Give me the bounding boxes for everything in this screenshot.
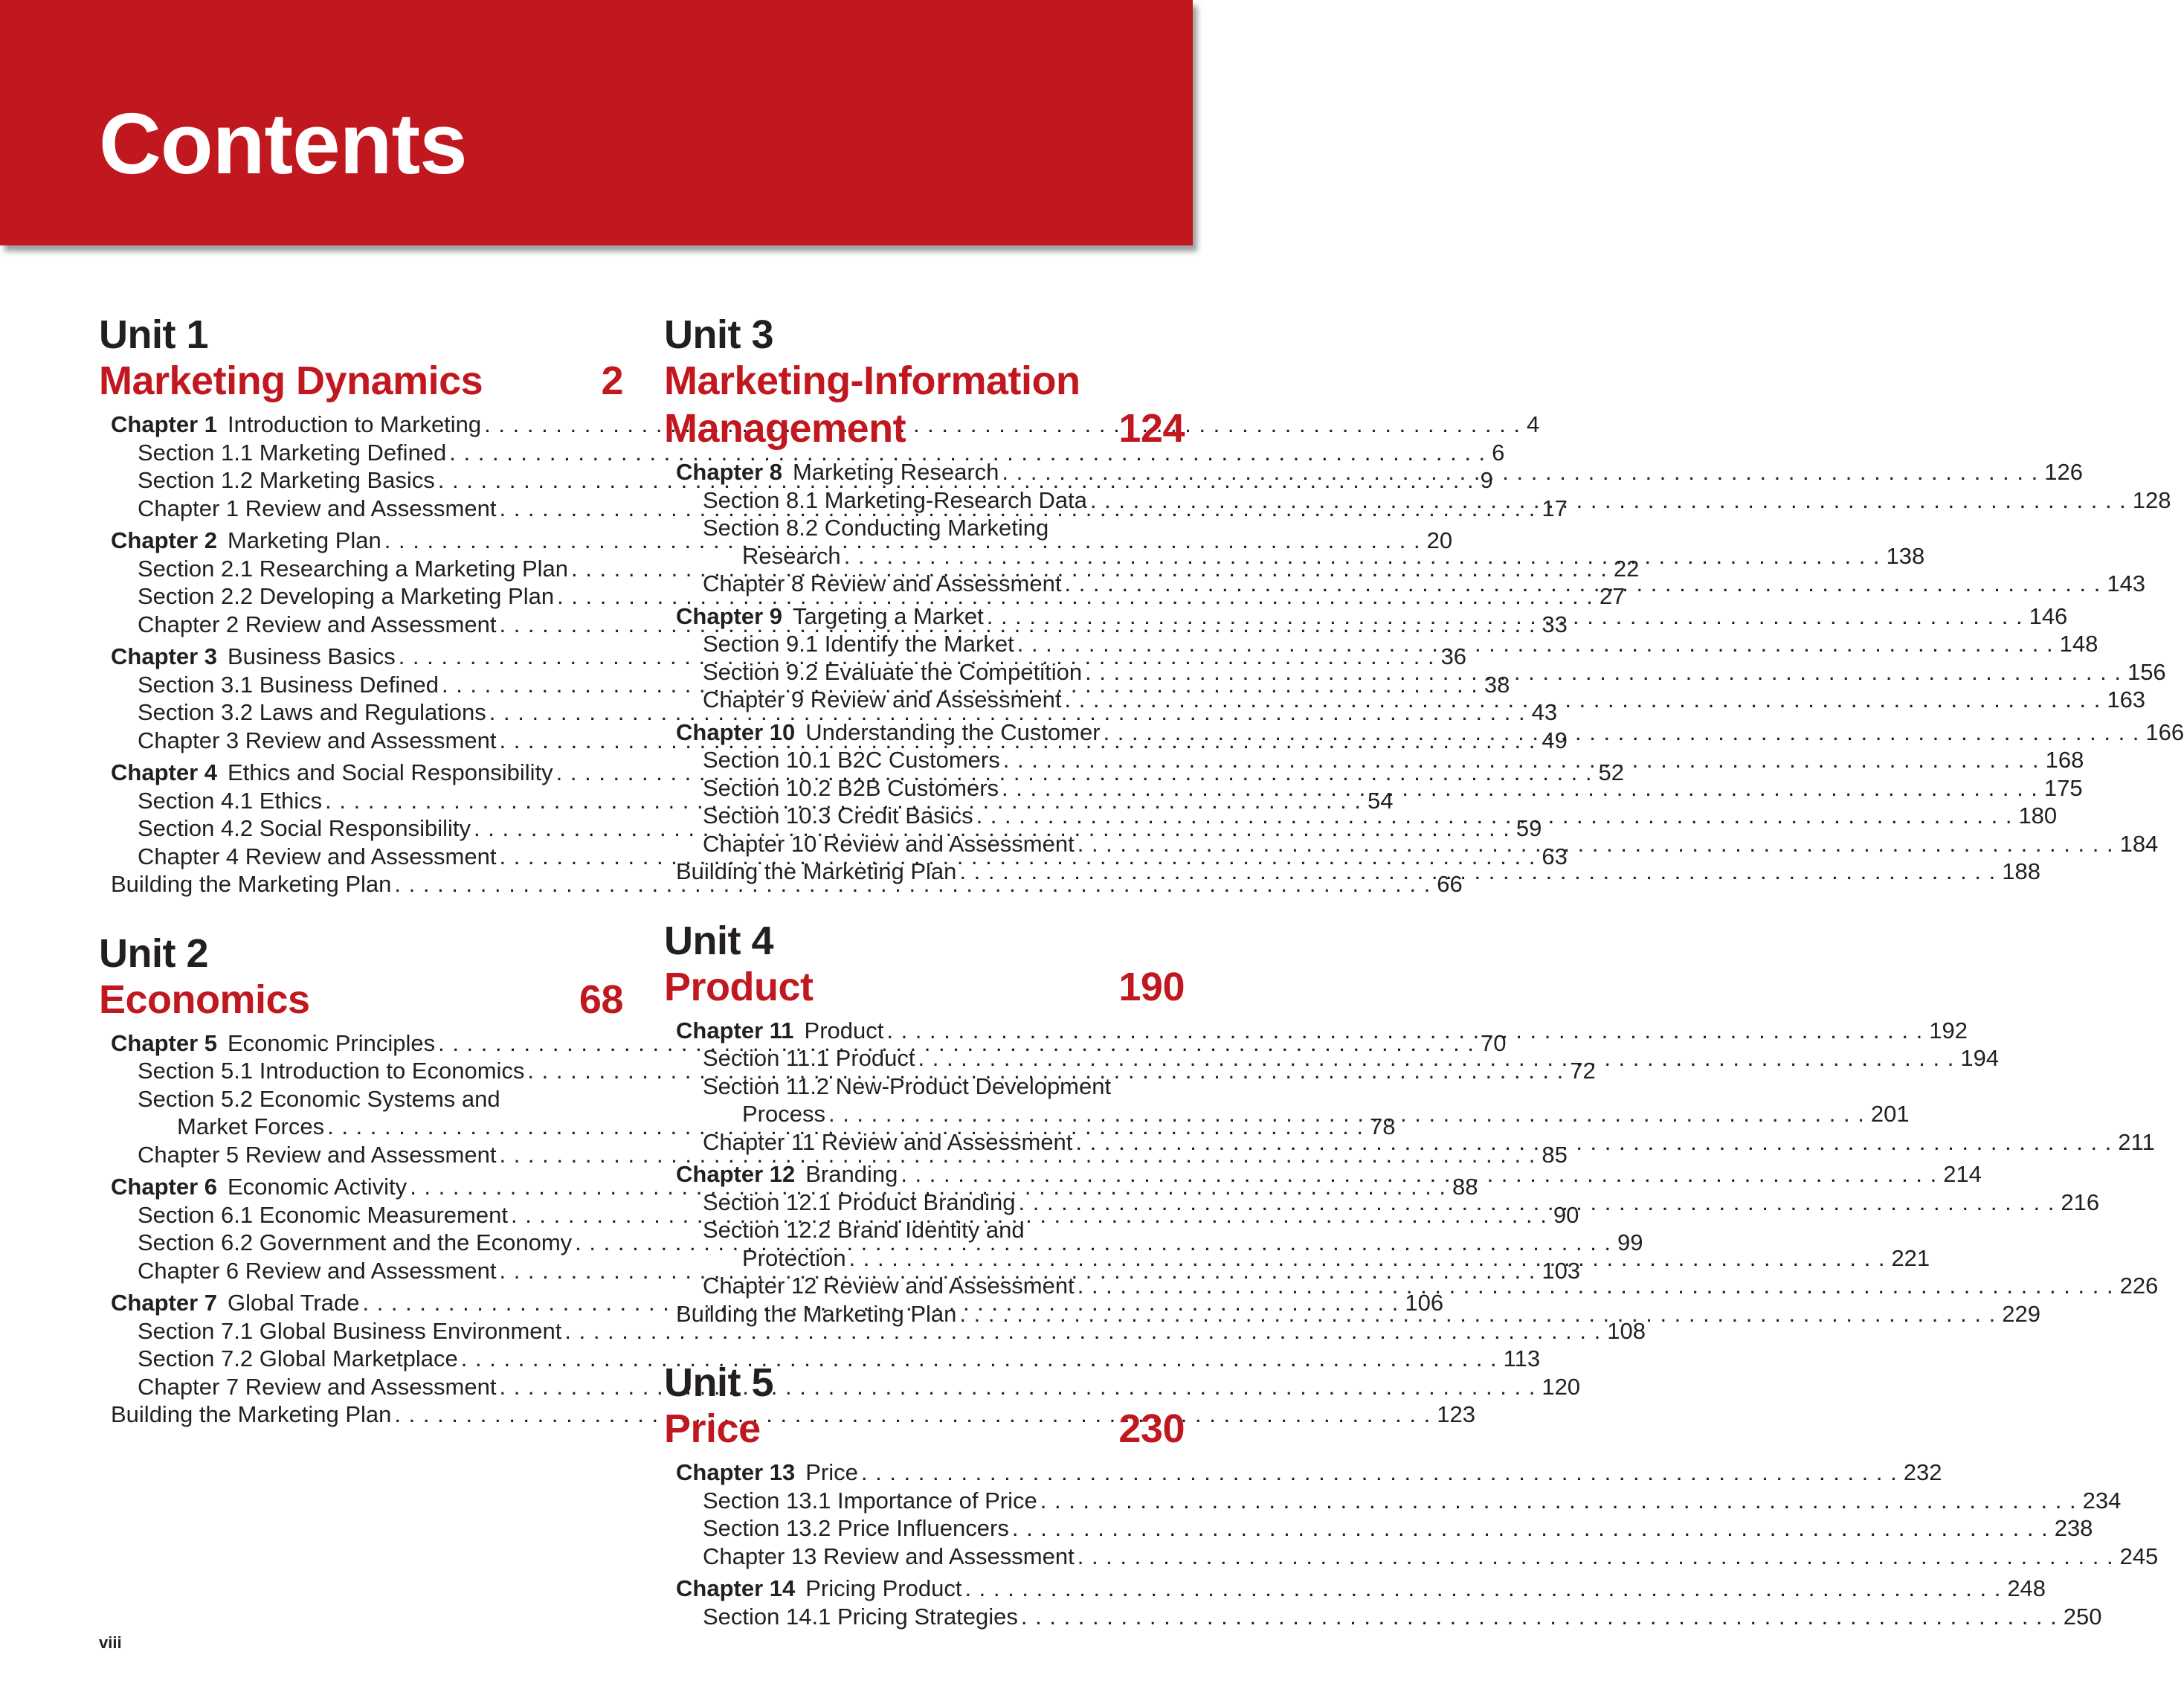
toc-page-number: 52 xyxy=(1598,759,1624,785)
toc-entry-label xyxy=(703,630,1014,658)
dot-leader xyxy=(999,774,2038,803)
dot-leader xyxy=(1075,1272,2114,1300)
toc-entry-label xyxy=(138,698,486,727)
unit-title-line: Management xyxy=(664,406,906,451)
toc-entry-text: Section 5.2 Economic Systems and xyxy=(138,1085,500,1112)
toc-entry-label xyxy=(703,1044,915,1072)
dot-leader xyxy=(1037,1487,2077,1515)
dot-leader xyxy=(961,1575,2001,1603)
chapter-number: Chapter 12 xyxy=(676,1161,796,1187)
toc-page-number: 166 xyxy=(2145,718,2184,745)
toc-page-number: 99 xyxy=(1617,1229,1643,1255)
toc-page-number: 128 xyxy=(2132,486,2171,513)
toc-section-entry[interactable] xyxy=(664,1603,2102,1631)
toc-page-number: 216 xyxy=(2061,1189,2100,1215)
dot-leader xyxy=(999,458,2038,486)
toc-entry-text: Chapter 11 Review and Assessment xyxy=(703,1128,1073,1155)
chapter-number: Chapter 2 xyxy=(111,527,217,553)
toc-entry-text: Chapter 12 Review and Assessment xyxy=(703,1273,1075,1299)
toc-entry-text: Chapter 1 Review and Assessment xyxy=(138,495,497,521)
chapter-number: Chapter 10 xyxy=(676,718,796,745)
toc-chapter-entry[interactable] xyxy=(664,1575,2046,1603)
toc-entry-label xyxy=(111,643,396,671)
toc-building-entry[interactable] xyxy=(99,870,1463,898)
toc-page-number: 85 xyxy=(1542,1141,1568,1168)
toc-entry-label xyxy=(703,486,1087,515)
toc-page-number: 103 xyxy=(1542,1257,1581,1284)
toc-page-number: 194 xyxy=(1960,1045,2000,1071)
toc-entry-label xyxy=(138,495,496,523)
toc-entry-label xyxy=(138,787,322,815)
toc-entry-text: Section 12.2 Brand Identity and xyxy=(703,1217,1025,1243)
toc-entry-text: Building the Marketing Plan xyxy=(111,1401,392,1427)
toc-page-number: 221 xyxy=(1891,1244,1930,1271)
dot-leader xyxy=(956,1300,1996,1328)
dot-leader xyxy=(1014,630,2054,658)
toc-entry-text: Building the Marketing Plan xyxy=(676,858,957,884)
toc-entry-label xyxy=(138,439,446,467)
toc-entry-label xyxy=(703,1514,1009,1543)
toc-page-number: 126 xyxy=(2044,459,2083,485)
unit-title-lines xyxy=(664,357,1080,452)
toc-entry-label xyxy=(111,1400,391,1429)
toc-page-number: 232 xyxy=(1903,1459,1942,1485)
toc-entry-label xyxy=(703,658,1082,686)
toc-entry-text: Business Basics xyxy=(227,643,396,669)
toc-entry-text: Building the Marketing Plan xyxy=(676,1300,957,1327)
toc-entry-text: Section 4.1 Ethics xyxy=(138,787,323,814)
toc-entry-text: Section 9.1 Identify the Market xyxy=(703,631,1014,657)
unit-title-lines xyxy=(664,1405,761,1453)
toc-entry-text: Section 11.2 New-Product Development xyxy=(703,1072,1112,1099)
chapter-number: Chapter 13 xyxy=(676,1459,796,1485)
toc-page-number: 4 xyxy=(1527,411,1540,437)
toc-entry-label xyxy=(138,466,435,495)
toc-entry-label xyxy=(138,1141,496,1169)
unit-title-lines xyxy=(99,357,483,405)
toc-entry-text: Section 14.1 Pricing Strategies xyxy=(703,1603,1018,1630)
toc-entry-label xyxy=(138,814,471,843)
toc-page-number: 175 xyxy=(2043,774,2083,801)
toc-entry-label xyxy=(138,582,554,611)
unit-page-number: 68 xyxy=(579,977,623,1022)
toc-entry-text: Section 10.3 Credit Basics xyxy=(703,803,973,829)
toc-entry-label xyxy=(111,759,553,787)
toc-entry-text: Market Forces xyxy=(177,1113,325,1139)
toc-page-number: 138 xyxy=(1886,542,1925,569)
unit-title-lines xyxy=(99,976,310,1023)
toc-entry-label xyxy=(676,602,984,631)
toc-entry-text: Section 6.1 Economic Measurement xyxy=(138,1201,508,1228)
toc-section-entry[interactable] xyxy=(664,514,1185,542)
toc-page-number: 113 xyxy=(1503,1345,1541,1371)
toc-section-entry[interactable] xyxy=(664,1072,1185,1101)
chapter-number: Chapter 8 xyxy=(676,459,782,485)
toc-entry-text: Introduction to Marketing xyxy=(227,411,482,437)
toc-entry-label xyxy=(703,830,1075,858)
chapter-number: Chapter 11 xyxy=(676,1017,794,1043)
unit-title-line: Product xyxy=(664,964,814,1009)
toc-section-entry[interactable] xyxy=(664,1216,1185,1244)
dot-leader xyxy=(1061,686,2101,714)
toc-entry-label xyxy=(111,1289,359,1317)
toc-page-number: 188 xyxy=(2002,858,2040,884)
toc-entry-text: Chapter 5 Review and Assessment xyxy=(138,1141,497,1168)
dot-leader xyxy=(1072,1128,2112,1157)
toc-page-number: 238 xyxy=(2054,1515,2093,1541)
dot-leader xyxy=(1018,1603,2058,1631)
dot-leader xyxy=(956,858,1996,886)
toc-page-number: 9 xyxy=(1480,467,1493,493)
toc-page-number: 168 xyxy=(2045,747,2084,773)
toc-entry-label xyxy=(742,542,841,570)
toc-entry-text: Chapter 9 Review and Assessment xyxy=(703,686,1062,713)
chapter-number: Chapter 3 xyxy=(111,643,217,669)
toc-entry-text: Global Trade xyxy=(227,1290,360,1316)
toc-entry-text: Section 8.1 Marketing-Research Data xyxy=(703,486,1087,513)
dot-leader xyxy=(1075,1543,2114,1571)
toc-page-number: 78 xyxy=(1369,1113,1396,1139)
toc-section-entry[interactable] xyxy=(664,1272,2159,1300)
toc-page-number: 229 xyxy=(2002,1300,2040,1327)
toc-page-number: 88 xyxy=(1452,1174,1478,1200)
page-number: viii xyxy=(99,1633,122,1652)
toc-entry-label xyxy=(138,727,496,755)
toc-entry-label xyxy=(742,1100,825,1128)
toc-entry-label xyxy=(138,555,568,583)
toc-page-number: 120 xyxy=(1542,1373,1581,1400)
unit-page-number: 230 xyxy=(1118,1406,1185,1451)
toc-entry-text: Marketing Plan xyxy=(227,527,381,553)
dot-leader xyxy=(1009,1514,2049,1543)
toc-entry-text: Chapter 10 Review and Assessment xyxy=(703,830,1075,857)
toc-page-number: 148 xyxy=(2059,631,2098,657)
toc-page-number: 90 xyxy=(1553,1201,1579,1228)
toc-section-entry[interactable] xyxy=(99,1085,623,1113)
toc-entry-label xyxy=(703,1487,1037,1515)
toc-page-number: 123 xyxy=(1437,1401,1475,1427)
toc-entry-text: Section 7.1 Global Business Environment xyxy=(138,1317,562,1344)
dot-leader xyxy=(1000,746,2040,774)
toc-entry-text: Section 10.2 B2B Customers xyxy=(703,774,999,801)
unit-title-line: Marketing-Information xyxy=(664,358,1080,403)
toc-entry-text: Section 6.2 Government and the Economy xyxy=(138,1229,573,1255)
dot-leader xyxy=(825,1100,1865,1128)
unit-spacer xyxy=(99,898,623,931)
toc-entry-text: Marketing Research xyxy=(792,459,999,485)
toc-page-number: 36 xyxy=(1440,643,1467,669)
chapter-number: Chapter 5 xyxy=(111,1029,217,1056)
toc-entry-label xyxy=(111,527,381,555)
unit-spacer xyxy=(664,1328,1185,1360)
toc-entry-label xyxy=(111,870,391,898)
toc-entry-text: Section 4.2 Social Responsibility xyxy=(138,815,471,841)
toc-entry-text: Process xyxy=(742,1101,825,1127)
toc-entry-label xyxy=(703,802,973,830)
toc-page-number: 27 xyxy=(1599,583,1626,609)
toc-entry-label xyxy=(138,1345,458,1373)
toc-section-entry[interactable] xyxy=(99,1345,1541,1373)
toc-page-number: 192 xyxy=(1929,1017,1968,1043)
toc-entry-text: Section 2.2 Developing a Marketing Plan xyxy=(138,583,555,609)
toc-entry-label xyxy=(676,1160,898,1189)
toc-entry-text: Product xyxy=(804,1017,884,1043)
toc-entry-label xyxy=(676,718,1101,747)
toc-page-number: 33 xyxy=(1542,611,1568,637)
toc-entry-label xyxy=(703,1128,1072,1157)
toc-entry-label xyxy=(703,1543,1075,1571)
toc-page-number: 146 xyxy=(2029,602,2068,629)
toc-entry-text: Protection xyxy=(742,1244,846,1271)
toc-page-number: 234 xyxy=(2082,1487,2122,1514)
unit-title-line: Price xyxy=(664,1406,761,1451)
toc-entry-text: Chapter 4 Review and Assessment xyxy=(138,843,497,869)
toc-entry-label xyxy=(703,514,1048,542)
toc-entry-text: Chapter 7 Review and Assessment xyxy=(138,1373,497,1400)
toc-entry-label xyxy=(138,671,439,699)
toc-entry-label xyxy=(676,1459,858,1487)
toc-entry-label xyxy=(111,1029,435,1058)
toc-page-number: 250 xyxy=(2063,1603,2102,1630)
toc-page-number: 6 xyxy=(1492,439,1505,466)
toc-entry-label xyxy=(703,570,1061,598)
toc-entry-label xyxy=(676,1575,961,1603)
unit-title-line: Marketing Dynamics xyxy=(99,358,483,403)
toc-page-number: 43 xyxy=(1531,699,1558,725)
dot-leader xyxy=(846,1244,1886,1273)
toc-page-number: 66 xyxy=(1437,871,1463,897)
toc-entry-text: Section 13.1 Importance of Price xyxy=(703,1487,1037,1514)
toc-entry-label xyxy=(703,1189,1016,1217)
toc-entry-label xyxy=(138,1317,561,1345)
toc-entry-text: Section 1.1 Marketing Defined xyxy=(138,439,447,466)
toc-page-number: 108 xyxy=(1607,1317,1646,1344)
dot-leader xyxy=(883,1017,1923,1045)
unit-title xyxy=(99,976,623,1023)
dot-leader xyxy=(1101,718,2140,747)
unit-title xyxy=(664,1405,1185,1453)
dot-leader xyxy=(898,1160,1937,1189)
unit-page-number: 124 xyxy=(1118,406,1185,451)
dot-leader xyxy=(1087,486,2127,515)
dot-leader xyxy=(984,602,2023,631)
dot-leader xyxy=(915,1044,1955,1072)
toc-page-number: 156 xyxy=(2127,658,2166,685)
dot-leader xyxy=(973,802,2013,830)
unit-page-number: 190 xyxy=(1118,964,1185,1009)
toc-entry-text: Section 3.2 Laws and Regulations xyxy=(138,699,486,725)
toc-page-number: 245 xyxy=(2119,1543,2159,1569)
unit-spacer xyxy=(664,886,1185,919)
toc-entry-label xyxy=(111,411,481,439)
toc-page-number: 49 xyxy=(1542,727,1568,753)
toc-page-number: 211 xyxy=(2118,1128,2155,1155)
chapter-number: Chapter 14 xyxy=(676,1575,796,1601)
chapter-number: Chapter 4 xyxy=(111,759,217,785)
toc-entry-text: Building the Marketing Plan xyxy=(111,871,392,897)
chapter-number: Chapter 9 xyxy=(676,602,782,629)
toc-entry-label xyxy=(676,1017,883,1045)
toc-entry-text: Section 9.2 Evaluate the Competition xyxy=(703,658,1083,685)
unit-title xyxy=(664,963,1185,1011)
toc-entry-label xyxy=(676,458,999,486)
dot-leader xyxy=(1075,830,2114,858)
unit-label: Unit 5 xyxy=(664,1360,774,1405)
toc-page-number: 163 xyxy=(2107,686,2146,713)
toc-page-number: 54 xyxy=(1368,787,1394,814)
toc-entry-text: Pricing Product xyxy=(805,1575,962,1601)
unit-title-line: Economics xyxy=(99,977,310,1022)
toc-entry-label xyxy=(703,1603,1018,1631)
dot-leader xyxy=(1082,658,2122,686)
toc-entry-text: Section 5.1 Introduction to Economics xyxy=(138,1058,525,1084)
toc-entry-label xyxy=(703,746,1000,774)
toc-entry-label xyxy=(742,1244,846,1273)
toc-page-number: 38 xyxy=(1484,671,1510,698)
toc-page-number: 17 xyxy=(1542,495,1568,521)
toc-entry-text: Understanding the Customer xyxy=(805,718,1101,745)
toc-page-number: 248 xyxy=(2007,1575,2046,1601)
toc-page-number: 59 xyxy=(1515,815,1542,841)
unit-label: Unit 2 xyxy=(99,930,209,976)
toc-entry-label xyxy=(138,1257,496,1285)
toc-entry-text: Research xyxy=(742,542,841,569)
toc-entry-label xyxy=(138,843,496,871)
toc-entry-label xyxy=(138,1057,524,1085)
toc-entry-label xyxy=(703,1272,1075,1300)
toc-entry-text: Chapter 3 Review and Assessment xyxy=(138,727,497,753)
toc-entry-label xyxy=(676,858,956,886)
toc-entry-text: Section 1.2 Marketing Basics xyxy=(138,467,435,493)
toc-entry-text: Section 11.1 Product xyxy=(703,1045,915,1071)
unit-label: Unit 4 xyxy=(664,918,774,963)
toc-section-entry[interactable] xyxy=(664,1514,2093,1543)
toc-entry-text: Branding xyxy=(805,1161,898,1187)
toc-entry-label xyxy=(676,1300,956,1328)
dot-leader xyxy=(1016,1189,2055,1217)
toc-entry-text: Section 3.1 Business Defined xyxy=(138,671,439,698)
toc-section-entry[interactable] xyxy=(664,1487,2122,1515)
toc-page-number: 180 xyxy=(2018,803,2058,829)
toc-page-number: 184 xyxy=(2119,830,2159,857)
toc-entry-label xyxy=(138,611,496,639)
toc-entry-text: Chapter 13 Review and Assessment xyxy=(703,1543,1075,1569)
toc-section-entry[interactable] xyxy=(99,439,1505,467)
toc-chapter-entry[interactable] xyxy=(664,1459,1942,1487)
toc-entry-text: Section 7.2 Global Marketplace xyxy=(138,1345,458,1371)
unit-title xyxy=(664,357,1185,452)
toc-entry-label xyxy=(177,1113,324,1141)
dot-leader xyxy=(858,1459,1898,1487)
toc-page-number: 72 xyxy=(1570,1058,1596,1084)
chapter-number: Chapter 7 xyxy=(111,1290,217,1316)
toc-entry-label xyxy=(703,1072,1111,1101)
toc-page-number: 70 xyxy=(1480,1029,1507,1056)
toc-page-number: 22 xyxy=(1613,555,1640,582)
toc-page-number: 214 xyxy=(1943,1161,1982,1187)
toc-entry-text: Ethics and Social Responsibility xyxy=(227,759,553,785)
toc-entry-text: Section 13.2 Price Influencers xyxy=(703,1515,1009,1541)
toc-chapter-entry[interactable] xyxy=(664,458,2083,486)
toc-page-number: 106 xyxy=(1405,1290,1444,1316)
toc-page-number: 63 xyxy=(1542,843,1568,869)
toc-section-entry[interactable] xyxy=(99,1317,1646,1345)
toc-page-number: 201 xyxy=(1870,1101,1910,1127)
toc-entry-text: Economic Principles xyxy=(227,1029,436,1056)
toc-entry-text: Section 8.2 Conducting Marketing xyxy=(703,515,1049,541)
dot-leader xyxy=(841,542,1881,570)
toc-page-number: 226 xyxy=(2119,1273,2159,1299)
toc-entry-label xyxy=(111,1173,407,1201)
toc-entry-text: Section 2.1 Researching a Marketing Plan xyxy=(138,555,568,582)
chapter-number: Chapter 6 xyxy=(111,1174,217,1200)
toc-page-number: 20 xyxy=(1426,527,1453,553)
dot-leader xyxy=(1061,570,2101,598)
toc-entry-text: Chapter 6 Review and Assessment xyxy=(138,1257,497,1284)
toc-entry-label xyxy=(703,1216,1025,1244)
toc-entry-label xyxy=(138,1085,500,1113)
chapter-number: Chapter 1 xyxy=(111,411,217,437)
toc-entry-text: Chapter 2 Review and Assessment xyxy=(138,611,497,637)
unit-label: Unit 3 xyxy=(664,312,774,357)
toc-entry-label xyxy=(703,686,1061,714)
toc-entry-text: Price xyxy=(805,1459,858,1485)
toc-entry-label xyxy=(138,1373,496,1401)
toc-entry-text: Economic Activity xyxy=(227,1174,408,1200)
toc-entry-text: Targeting a Market xyxy=(792,602,984,629)
page-title: Contents xyxy=(99,95,467,192)
toc-entry-text: Section 12.1 Product Branding xyxy=(703,1189,1016,1215)
toc-entry-label xyxy=(138,1229,572,1257)
toc-entry-text: Chapter 8 Review and Assessment xyxy=(703,570,1062,596)
toc-section-entry[interactable] xyxy=(664,1543,2159,1571)
toc-entry-text: Section 10.1 B2C Customers xyxy=(703,747,1000,773)
header-band xyxy=(0,0,1193,245)
unit-title-lines xyxy=(664,963,814,1011)
unit-page-number: 2 xyxy=(601,358,623,403)
unit-title xyxy=(99,357,623,405)
toc-page-number: 143 xyxy=(2107,570,2146,596)
unit-label: Unit 1 xyxy=(99,312,209,357)
toc-entry-label xyxy=(138,1201,508,1229)
toc-entry-label xyxy=(703,774,999,803)
